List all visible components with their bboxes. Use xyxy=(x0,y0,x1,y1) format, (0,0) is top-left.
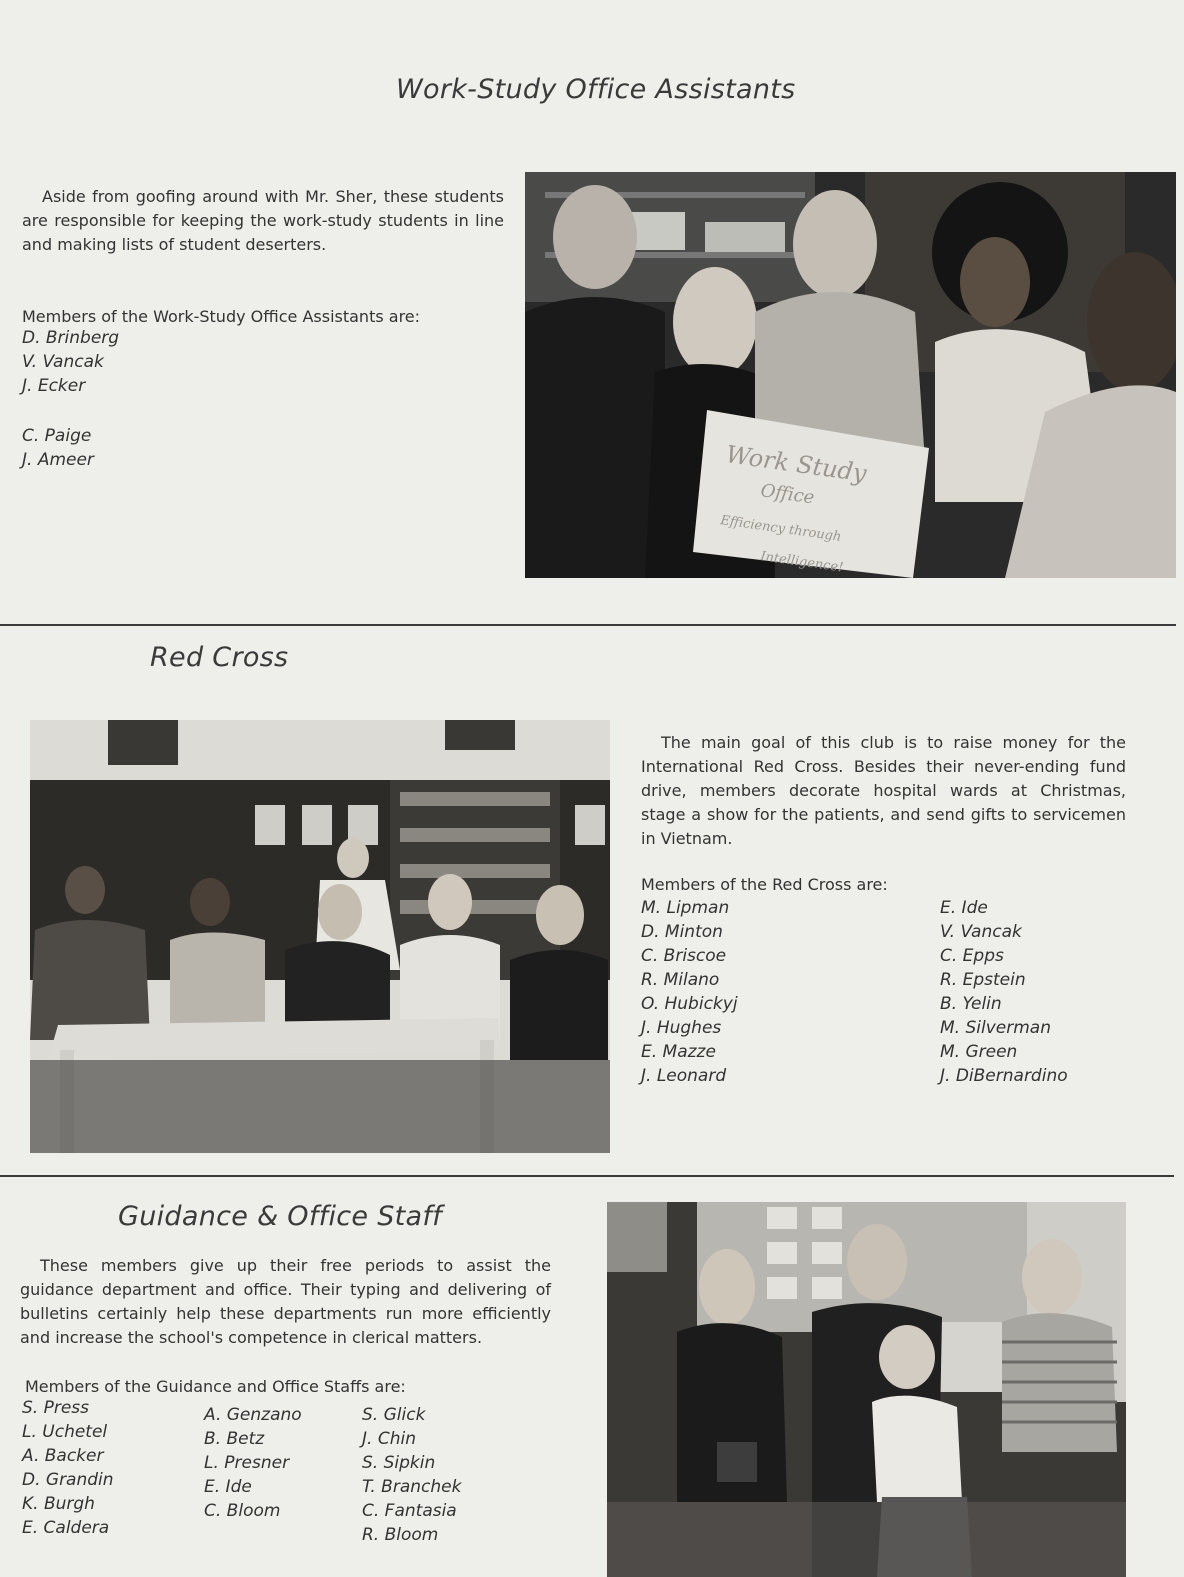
work-study-title: Work-Study Office Assistants xyxy=(396,74,796,105)
red-cross-members-col-1 xyxy=(641,896,738,1088)
member-name: C. Bloom xyxy=(204,1501,281,1521)
member-name: A. Genzano xyxy=(204,1405,302,1425)
photo-sign-line: Intelligence! xyxy=(759,549,845,576)
member-name: J. Ameer xyxy=(22,450,94,470)
member-name: J. Ecker xyxy=(22,376,86,396)
member-name: R. Bloom xyxy=(362,1525,439,1545)
section-divider-2 xyxy=(0,1175,1174,1177)
member-name: T. Branchek xyxy=(362,1477,462,1497)
red-cross-description: The main goal of this club is to raise money for the International Red Cross. Besides their never-ending fund drive, members decorate hospital wards at Christmas, stage a show for the patients, and send gifts to servicemen in Vietnam. xyxy=(641,733,1126,848)
red-cross-members-col-2 xyxy=(940,896,1068,1088)
photo-sign-line: Work Study xyxy=(724,440,869,488)
section-divider-1 xyxy=(0,624,1176,626)
work-study-members-list xyxy=(22,326,119,398)
member-name: E. Caldera xyxy=(22,1518,110,1538)
guidance-title: Guidance & Office Staff xyxy=(118,1201,442,1232)
photo-sign-line: Efficiency through xyxy=(719,513,843,545)
member-name: B. Betz xyxy=(204,1429,265,1449)
member-name: M. Lipman xyxy=(641,898,730,918)
member-name: D. Grandin xyxy=(22,1470,114,1490)
work-study-group-photo xyxy=(525,172,1176,578)
member-name: V. Vancak xyxy=(22,352,104,372)
member-name: A. Backer xyxy=(22,1446,104,1466)
member-name: S. Sipkin xyxy=(362,1453,436,1473)
guidance-description: These members give up their free periods to assist the guidance department and office. Their typing and delivering of bulletins certainly help these departments run more efficiently and increase the school's competence in clerical matters. xyxy=(20,1256,551,1347)
member-name: E. Ide xyxy=(940,898,988,918)
member-name: C. Paige xyxy=(22,426,92,446)
member-name: M. Silverman xyxy=(940,1018,1051,1038)
work-study-members-list-2 xyxy=(22,424,94,472)
member-name: J. Leonard xyxy=(641,1066,727,1086)
member-name: J. Hughes xyxy=(641,1018,722,1038)
guidance-members-col-2 xyxy=(204,1403,302,1523)
member-name: M. Green xyxy=(940,1042,1018,1062)
member-name: R. Milano xyxy=(641,970,720,990)
member-name: D. Brinberg xyxy=(22,328,120,348)
member-name: O. Hubickyj xyxy=(641,994,738,1014)
member-name: C. Fantasia xyxy=(362,1501,457,1521)
member-name: L. Presner xyxy=(204,1453,290,1473)
member-name: J. Chin xyxy=(362,1429,416,1449)
member-name: S. Press xyxy=(22,1398,90,1418)
red-cross-group-photo xyxy=(30,720,610,1153)
member-name: S. Glick xyxy=(362,1405,426,1425)
red-cross-title: Red Cross xyxy=(150,642,289,673)
photo-sign-line: Office xyxy=(759,480,816,509)
guidance-members-col-3 xyxy=(362,1403,461,1547)
member-name: J. DiBernardino xyxy=(940,1066,1068,1086)
member-name: C. Briscoe xyxy=(641,946,727,966)
member-name: L. Uchetel xyxy=(22,1422,108,1442)
member-name: K. Burgh xyxy=(22,1494,95,1514)
work-study-members-intro: Members of the Work-Study Office Assistants are: xyxy=(22,307,421,326)
red-cross-members-intro: Members of the Red Cross are: xyxy=(641,875,888,894)
member-name: V. Vancak xyxy=(940,922,1022,942)
member-name: E. Mazze xyxy=(641,1042,716,1062)
guidance-members-intro: Members of the Guidance and Office Staffs are: xyxy=(25,1377,406,1396)
member-name: E. Ide xyxy=(204,1477,252,1497)
member-name: D. Minton xyxy=(641,922,723,942)
member-name: C. Epps xyxy=(940,946,1004,966)
member-name: R. Epstein xyxy=(940,970,1026,990)
guidance-members-col-1 xyxy=(22,1396,114,1540)
work-study-description: Aside from goofing around with Mr. Sher, these students are responsible for keeping the work-study students in line and making lists of student deserters. xyxy=(22,187,504,254)
member-name: B. Yelin xyxy=(940,994,1002,1014)
guidance-group-photo xyxy=(607,1202,1126,1577)
